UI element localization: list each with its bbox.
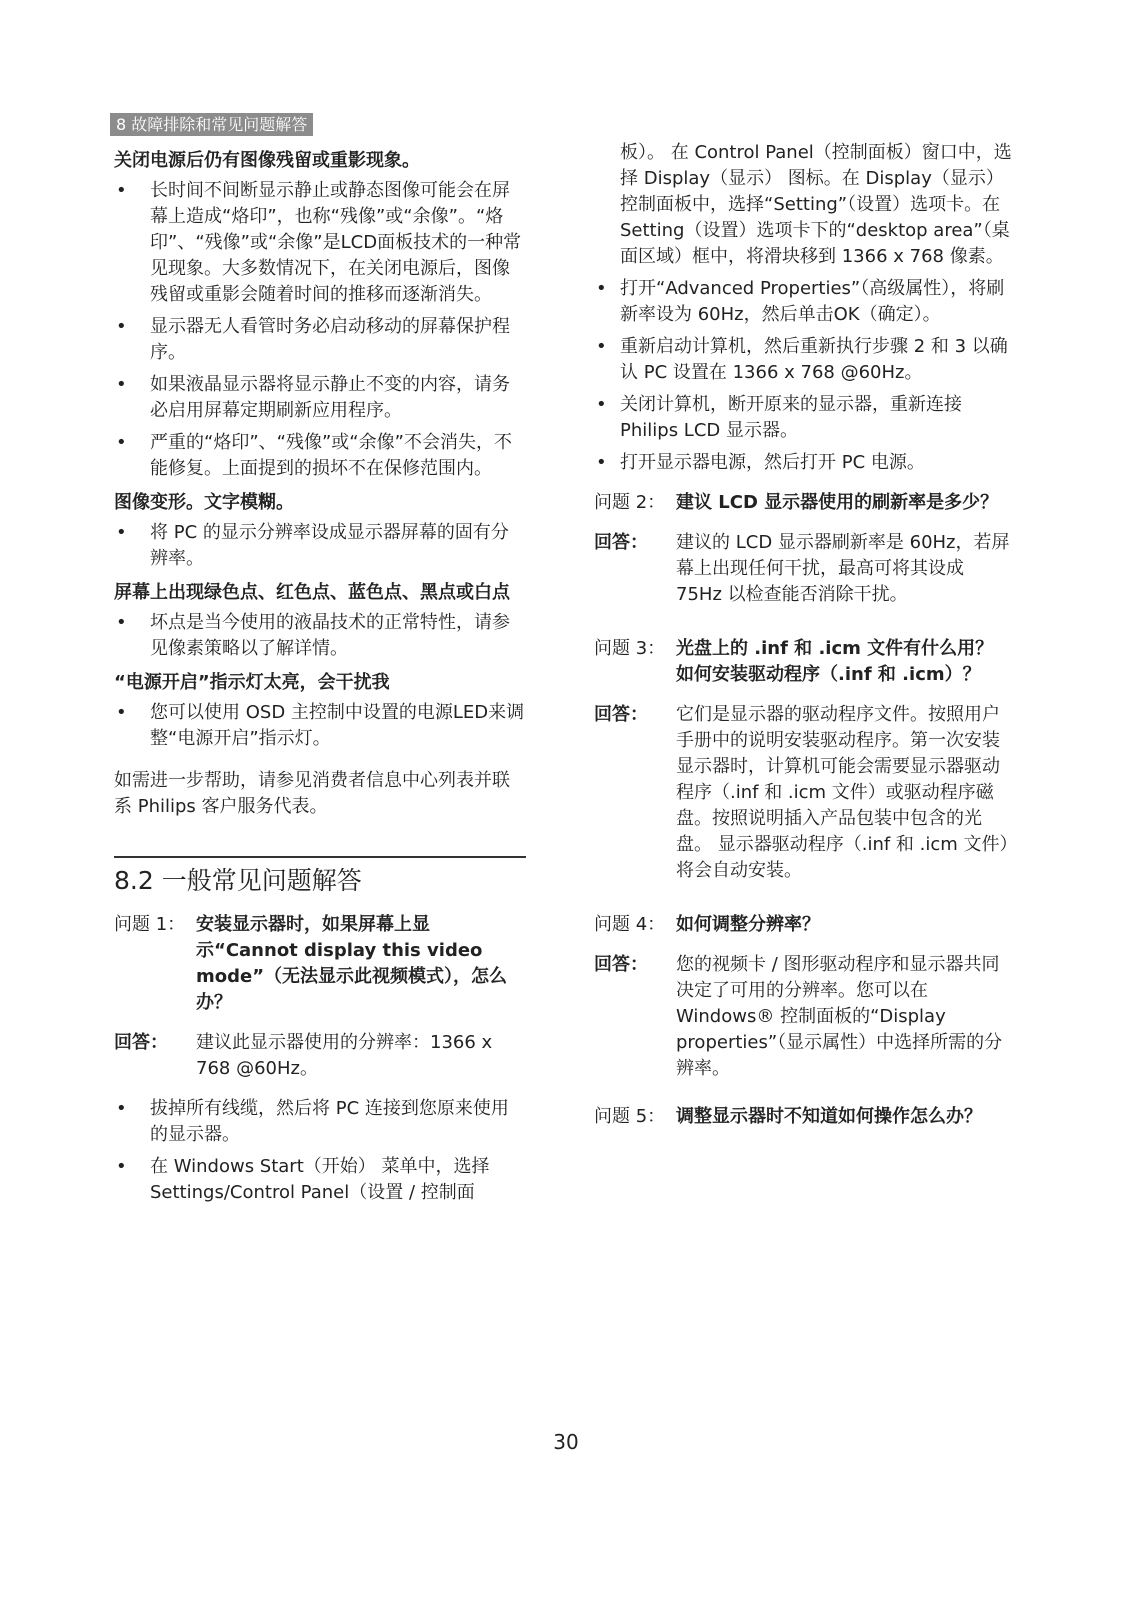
help-paragraph: 如需进一步帮助，请参见消费者信息中心列表并联系 Philips 客户服务代表。: [114, 770, 510, 817]
right-column: [594, 140, 1014, 1144]
question-text: 如何调整分辨率？: [676, 914, 820, 935]
question-4: [594, 912, 1014, 938]
bullet-list-power-led: [114, 700, 526, 752]
answer-1: [114, 1030, 526, 1082]
answer-label: 回答：: [594, 532, 648, 553]
list-item: • 重新启动计算机，然后重新执行步骤 2 和 3 以确认 PC 设置在 1366 x 768 @60Hz。: [596, 336, 1008, 383]
list-item: • 坏点是当今使用的液晶技术的正常特性，请参见像素策略以了解详情。: [116, 612, 510, 659]
list-item: • 打开显示器电源，然后打开 PC 电源。: [596, 452, 925, 473]
question-5: [594, 1104, 1014, 1130]
left-column: [114, 140, 526, 1214]
question-label: 问题 2：: [594, 492, 666, 513]
answer-text: 建议的 LCD 显示器刷新率是 60Hz，若屏幕上出现任何干扰，最高可将其设成 75Hz 以检查能否消除干扰。: [676, 532, 1010, 605]
list-item: • 如果液晶显示器将显示静止不变的内容，请务必启用屏幕定期刷新应用程序。: [116, 374, 510, 421]
section-title-power-led: “电源开启”指示灯太亮，会干扰我: [114, 672, 390, 693]
list-item: • 您可以使用 OSD 主控制中设置的电源LED来调整“电源开启”指示灯。: [116, 702, 525, 749]
section-title-image-retention: 关闭电源后仍有图像残留或重影现象。: [114, 150, 420, 171]
bullet-list-image-retention: [114, 178, 526, 482]
list-item: • 显示器无人看管时务必启动移动的屏幕保护程序。: [116, 316, 510, 363]
chapter-header-tab: 8 故障排除和常见问题解答: [110, 113, 313, 136]
question-3: [594, 636, 1014, 688]
list-item: • 严重的“烙印”、“残像”或“余像”不会消失，不能修复。上面提到的损坏不在保修范围内。: [116, 432, 512, 479]
section-title-pixel-dots: 屏幕上出现绿色点、红色点、蓝色点、黑点或白点: [114, 582, 510, 603]
question-1: [114, 912, 526, 1016]
answer-3: [594, 702, 1014, 884]
question-text: 建议 LCD 显示器使用的刷新率是多少？: [676, 492, 999, 513]
answer-text: 建议此显示器使用的分辨率：1366 x 768 @60Hz。: [196, 1032, 493, 1079]
question-text: 安装显示器时，如果屏幕上显示“Cannot display this video mode”（无法显示此视频模式），怎么办？: [196, 914, 508, 1013]
bullet-list-answer-1-continued: [594, 276, 1014, 476]
bullet-list-pixel-dots: [114, 610, 526, 662]
page-number: 30: [553, 1430, 579, 1454]
list-item: • 打开“Advanced Properties”（高级属性），将刷新率设为 60Hz，然后单击OK（确定）。: [596, 278, 1005, 325]
answer-2: [594, 530, 1014, 608]
question-text: 调整显示器时不知道如何操作怎么办？: [676, 1106, 982, 1127]
list-item: • 将 PC 的显示分辨率设成显示器屏幕的固有分辨率。: [116, 522, 509, 569]
list-item: • 关闭计算机，断开原来的显示器，重新连接 Philips LCD 显示器。: [596, 394, 962, 441]
question-text: 光盘上的 .inf 和 .icm 文件有什么用？ 如何安装驱动程序（.inf 和 .icm）？: [676, 638, 994, 685]
continued-instruction-text: 板）。 在 Control Panel（控制面板）窗口中，选择 Display（显示） 图标。在 Display（显示） 控制面板中，选择“Setting”（设置）选项卡。在 Setting（设置）选项卡下的“desktop area”（桌面区域）框中，将滑块移到 1366 x 768 像素。: [620, 142, 1012, 267]
bullet-list-blurry-text: [114, 520, 526, 572]
question-label: 问题 3：: [594, 638, 666, 659]
answer-label: 回答：: [594, 954, 648, 975]
answer-text: 您的视频卡 / 图形驱动程序和显示器共同决定了可用的分辨率。您可以在 Windows® 控制面板的“Display properties”（显示属性）中选择所需的分辨率。: [676, 954, 1003, 1079]
list-item: • 拔掉所有线缆，然后将 PC 连接到您原来使用的显示器。: [116, 1098, 509, 1145]
answer-label: 回答：: [114, 1032, 168, 1053]
question-label: 问题 4：: [594, 914, 666, 935]
answer-text: 它们是显示器的驱动程序文件。按照用户手册中的说明安装驱动程序。第一次安装显示器时，计算机可能会需要显示器驱动程序（.inf 和 .icm 文件）或驱动程序磁盘。按照说明插入产品包装中包含的光盘。 显示器驱动程序（.inf 和 .icm 文件）将会自动安装。: [676, 704, 1009, 881]
list-item: • 在 Windows Start（开始） 菜单中，选择 Settings/Control Panel（设置 / 控制面: [116, 1156, 490, 1203]
answer-label: 回答：: [594, 704, 648, 725]
answer-4: [594, 952, 1014, 1082]
question-label: 问题 1：: [114, 914, 186, 935]
list-item: • 长时间不间断显示静止或静态图像可能会在屏幕上造成“烙印”，也称“残像”或“余像”。“烙印”、“残像”或“余像”是LCD面板技术的一种常见现象。大多数情况下，在关闭电源后，图像残留或重影会随着时间的推移而逐渐消失。: [116, 180, 522, 305]
question-2: [594, 490, 1014, 516]
section-heading-faq: 8.2 一般常见问题解答: [114, 856, 526, 898]
section-title-blurry-text: 图像变形。文字模糊。: [114, 492, 294, 513]
bullet-list-answer-1: [114, 1096, 526, 1206]
question-label: 问题 5：: [594, 1106, 666, 1127]
